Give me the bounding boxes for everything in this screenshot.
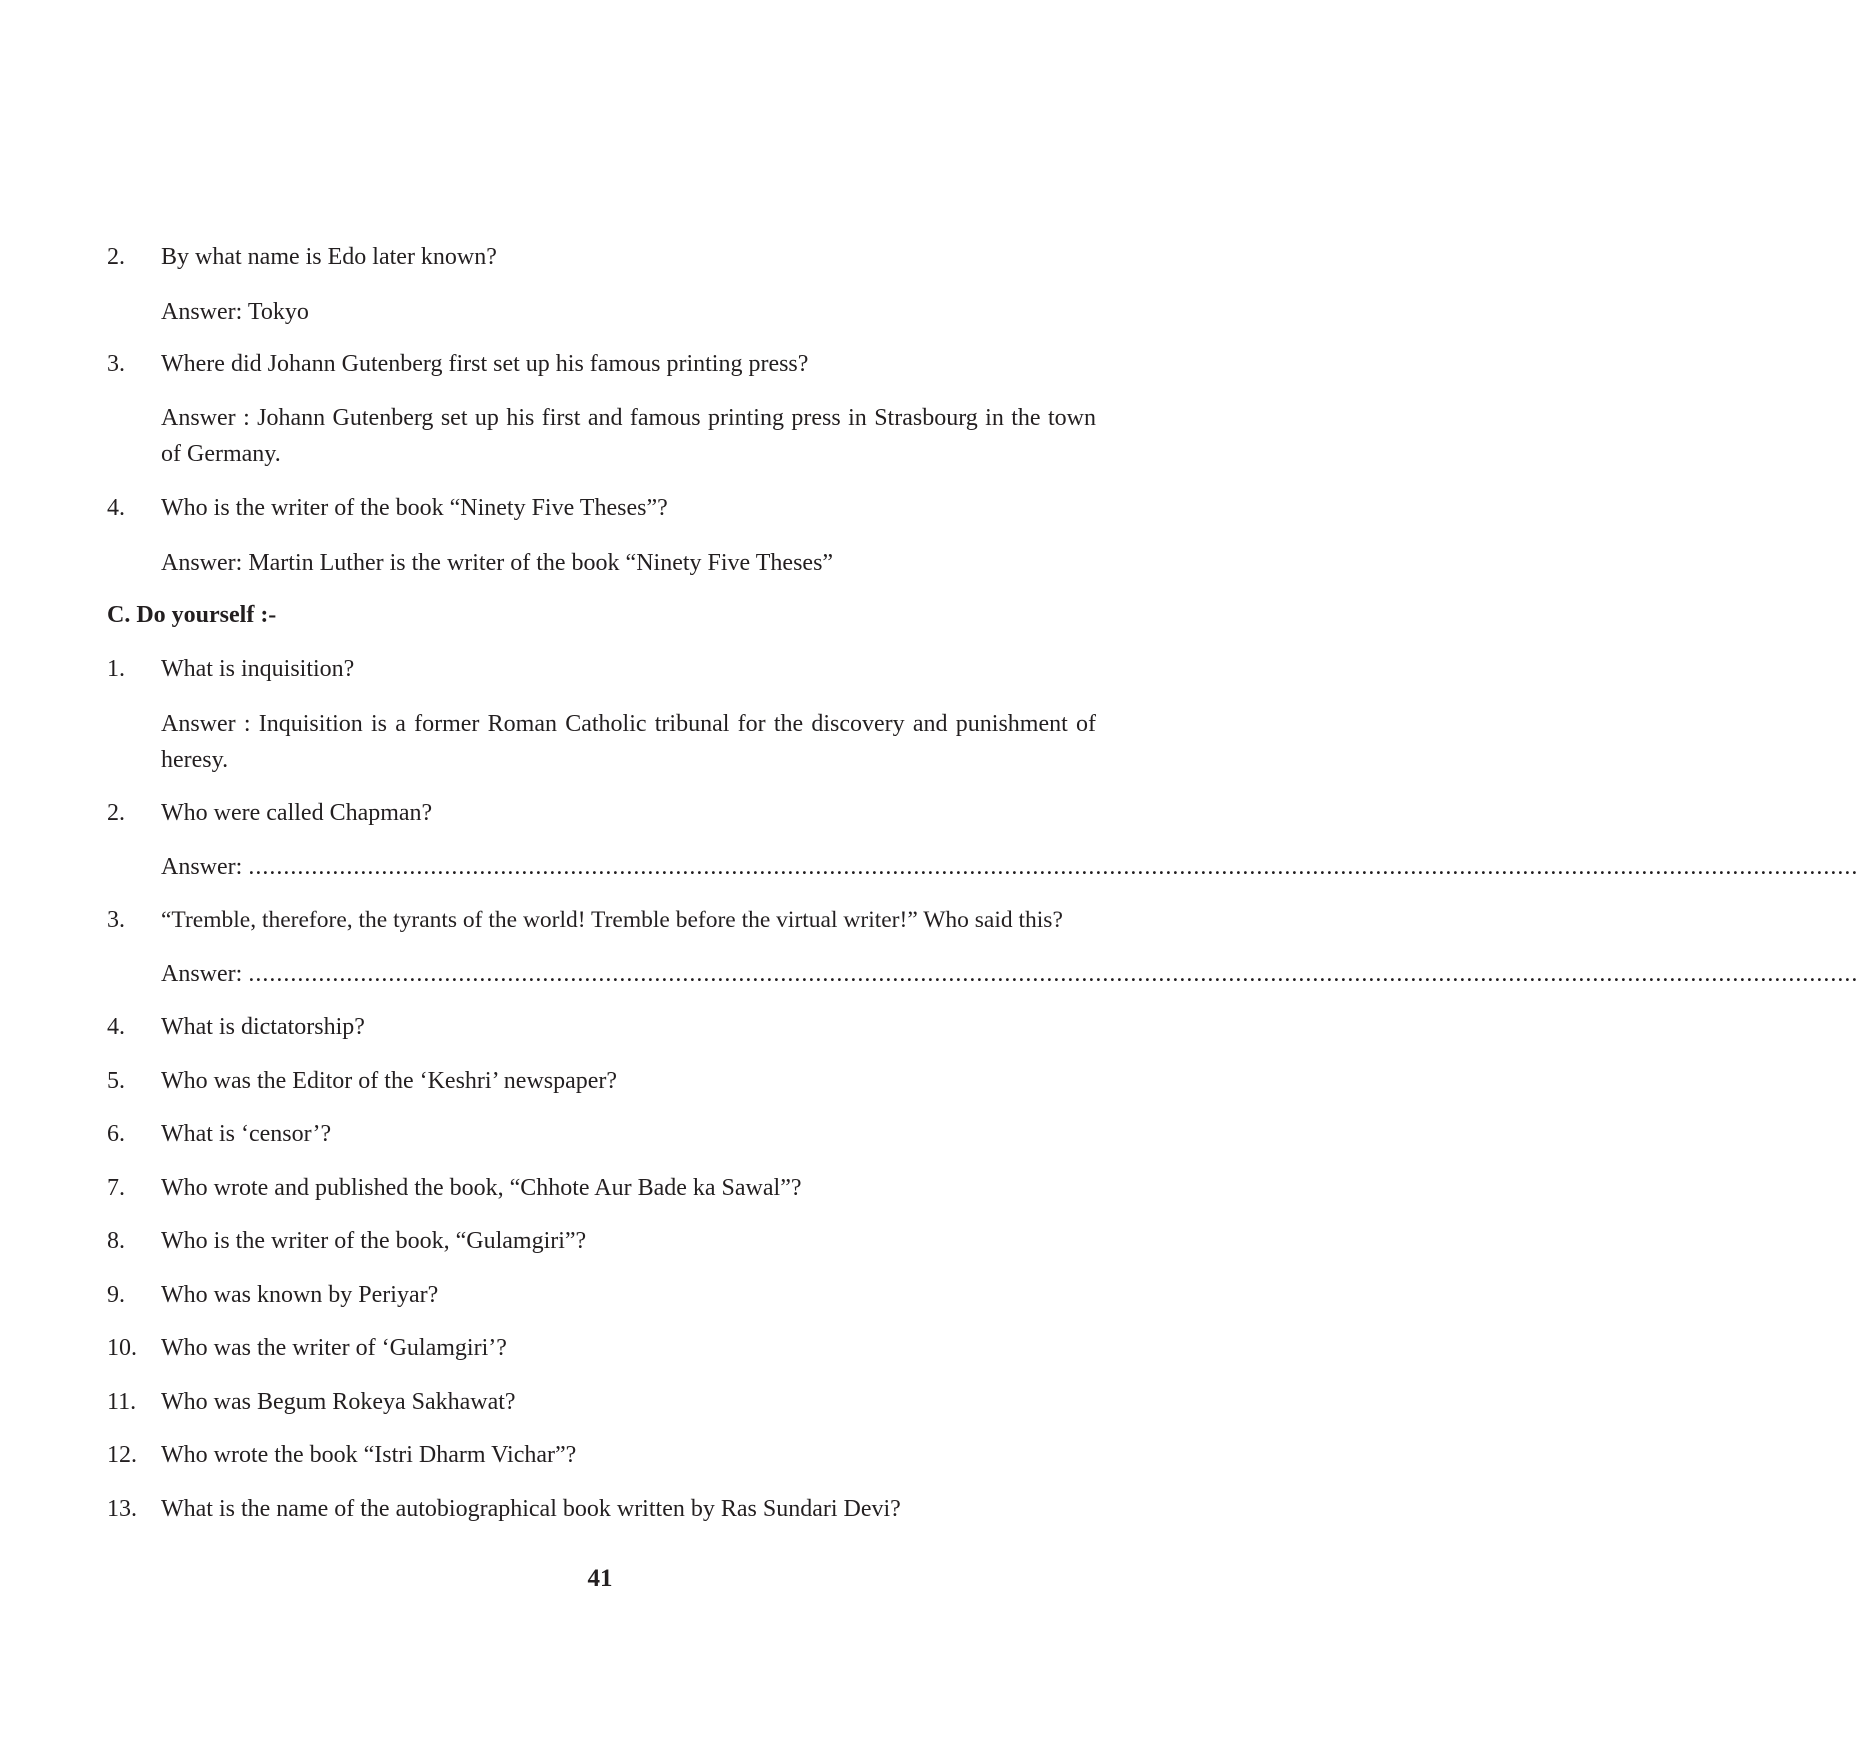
question-number: 11.: [107, 1389, 137, 1415]
question-number: 8.: [107, 1228, 125, 1254]
question-number: 13.: [107, 1496, 137, 1522]
question-text: What is ‘censor’?: [161, 1121, 332, 1147]
answer-label: Answer:: [161, 961, 243, 987]
dotted-answer-line: ......................................................................................................................................................................................................................................: [248, 961, 1858, 987]
question-number: 7.: [107, 1175, 125, 1201]
question-number: 4.: [107, 495, 125, 521]
question-text: Who is the writer of the book, “Gulamgiri”?: [161, 1228, 587, 1254]
answer-label: Answer:: [161, 854, 243, 880]
question-text: Who is the writer of the book “Ninety Five Theses”?: [161, 495, 668, 521]
question-number: 1.: [107, 656, 125, 682]
question-number: 10.: [107, 1335, 137, 1361]
question-number: 2.: [107, 244, 125, 270]
dotted-answer-line: ......................................................................................................................................................................................................................................: [248, 854, 1858, 880]
question-number: 5.: [107, 1068, 125, 1094]
question-number: 6.: [107, 1121, 125, 1147]
question-number: 12.: [107, 1442, 137, 1468]
section-heading: C. Do yourself :-: [107, 602, 277, 628]
question-text: Who wrote the book “Istri Dharm Vichar”?: [161, 1442, 577, 1468]
question-number: 3.: [107, 351, 125, 377]
answer-blank: [161, 850, 1858, 884]
question-number: 9.: [107, 1282, 125, 1308]
question-text: Who was the Editor of the ‘Keshri’ newspaper?: [161, 1068, 618, 1094]
page-number: 41: [587, 1565, 613, 1592]
question-text: By what name is Edo later known?: [161, 244, 497, 270]
answer-text: Answer: Martin Luther is the writer of the book “Ninety Five Theses”: [161, 550, 834, 576]
question-text: What is dictatorship?: [161, 1014, 365, 1040]
question-text: Who was Begum Rokeya Sakhawat?: [161, 1389, 516, 1415]
answer-text: Answer: Tokyo: [161, 299, 309, 325]
question-text: Who was known by Periyar?: [161, 1282, 439, 1308]
answer-blank: [161, 957, 1858, 991]
question-text: “Tremble, therefore, the tyrants of the world! Tremble before the virtual writer!” Who said this?: [161, 907, 1063, 933]
question-number: 3.: [107, 907, 125, 933]
question-text: Who were called Chapman?: [161, 800, 433, 826]
question-text: Where did Johann Gutenberg first set up his famous printing press?: [161, 351, 809, 377]
answer-text: Answer : Inquisition is a former Roman Catholic tribunal for the discovery and punishment of heresy.: [161, 711, 1096, 773]
question-text: What is inquisition?: [161, 656, 355, 682]
question-text: What is the name of the autobiographical book written by Ras Sundari Devi?: [161, 1496, 901, 1522]
question-number: 4.: [107, 1014, 125, 1040]
question-text: Who was the writer of ‘Gulamgiri’?: [161, 1335, 507, 1361]
question-number: 2.: [107, 800, 125, 826]
question-text: Who wrote and published the book, “Chhote Aur Bade ka Sawal”?: [161, 1175, 802, 1201]
answer-text: Answer : Johann Gutenberg set up his first and famous printing press in Strasbourg in the town of Germany.: [161, 405, 1096, 467]
